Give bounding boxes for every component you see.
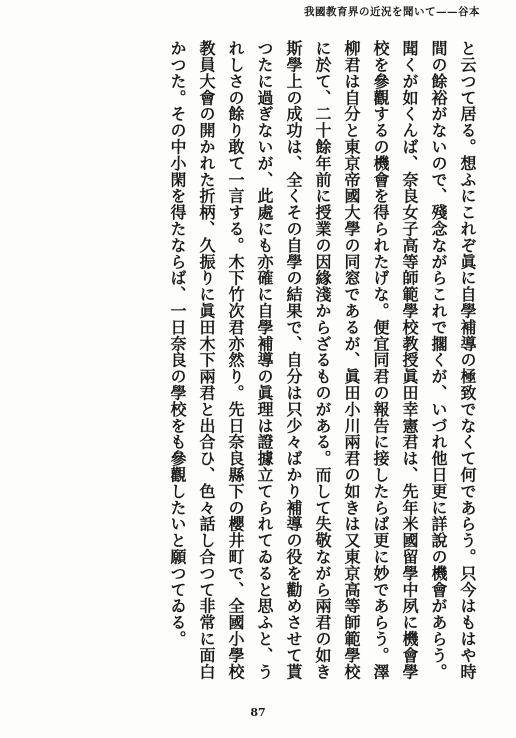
page-number: 87 <box>250 706 266 719</box>
body-text <box>72 40 482 680</box>
running-header: 我國教育界の近況を聞いて——谷本 <box>304 6 480 18</box>
paragraph: と云つて居る。想ふにこれぞ眞に自學補導の極致でなくて何であらう。只今はもはや時間の餘裕がないので、殘念ながらこれで擱くが、いづれ他日更に詳說の機會があらう。聞くが如くんば、奈良女子高等師範學校教授眞田幸憲君は、先年米國留學中夙に機會學校を參觀するの機會を得られたげな。便宜同君の報告に接したらば更に妙であらう。澤柳君は自分と東京帝國大學の同窓であるが、眞田小川兩君の如きは又東京高等師範學校に於て、二十餘年前に授業の因緣淺からざるものがある。而して失敬ながら兩君の如き斯學上の成功は、全くその自學の結果で、自分は只少々ばかり補導の役を勸めさせて貰つたに過ぎないが、此處にも亦確に自學補導の眞理は證據立てられてゐると思ふと、うれしさの餘り敢て一言する。木下竹次君亦然り。先日奈良縣下の櫻井町で、全國小學校教員大會の開かれた折柄、久振りに眞田木下兩君と出合ひ、色々話し合つて非常に面白かつた。その中小閑を得たならば、一日奈良の學校をも參觀したいと願つてゐる。 <box>168 40 477 680</box>
